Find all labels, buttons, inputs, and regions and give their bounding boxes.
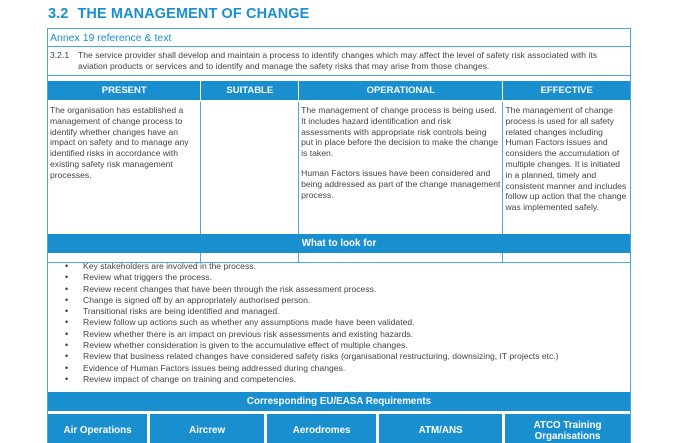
- list-item: • Review follow up actions such as whether any assumptions made have been validated.: [65, 317, 415, 328]
- list-item: • Review that business related changes have considered safety risks (organisational restructuring, downsizing, IT projects etc.): [65, 351, 559, 362]
- tab-aerodromes[interactable]: Aerodromes: [267, 414, 376, 443]
- column-header-row: [48, 81, 630, 100]
- bullet-icon: •: [65, 340, 69, 351]
- list-item: • Change is signed off by an appropriately authorised person.: [65, 294, 311, 305]
- requirements-heading: Corresponding EU/EASA Requirements: [48, 392, 630, 411]
- bullet-icon: •: [65, 328, 69, 339]
- list-item: • Transitional risks are being identified and managed.: [65, 306, 280, 317]
- operational-text-2: Human Factors issues have been considered and being addressed as part of the change management process.: [301, 167, 501, 200]
- bullet-icon: •: [65, 362, 69, 373]
- tab-aircrew[interactable]: Aircrew: [150, 414, 264, 443]
- bullet-icon: •: [65, 317, 69, 328]
- col-effective-header: EFFECTIVE: [540, 85, 593, 96]
- annex-ref: 3.2.1: [50, 50, 70, 60]
- what-to-look-for-box: [48, 253, 630, 392]
- tab-atco-training-organisations[interactable]: ATCO Training Organisations: [505, 414, 630, 443]
- bullet-icon: •: [65, 373, 69, 384]
- section-title: [48, 6, 309, 22]
- bullet-icon: •: [65, 261, 69, 271]
- bullet-icon: •: [65, 306, 69, 317]
- list-item: • Review whether consideration is given to the accumulative effect of multiple changes.: [65, 340, 408, 351]
- tab-atm-ans[interactable]: ATM/ANS: [379, 414, 502, 443]
- annex-heading: Annex 19 reference & text: [48, 29, 630, 47]
- present-text: The organisation has established a management of change process to identify whether changes have an impact on safety and to manage any identified risks in accordance with existing safety risk management processes.: [50, 105, 189, 180]
- section-number: 3.2: [48, 6, 69, 22]
- list-item: • Review recent changes that have been through the risk assessment process.: [65, 283, 377, 294]
- list-item: • Review impact of change on training and competencies.: [65, 373, 297, 384]
- annex-text-row: [48, 47, 630, 76]
- list-item: • Review what triggers the process.: [65, 272, 212, 283]
- bullet-icon: •: [65, 351, 69, 362]
- bullet-icon: •: [65, 283, 69, 294]
- annex-text: The service provider shall develop and maintain a process to identify changes which may affect the level of safety risk associated with its aviation products or services and to identify and manage the safety risks that may arise from those changes.: [78, 50, 598, 71]
- section-heading: THE MANAGEMENT OF CHANGE: [77, 6, 310, 22]
- col-operational-header: OPERATIONAL: [299, 81, 503, 100]
- bullet-icon: •: [65, 294, 69, 305]
- list-item: • Evidence of Human Factors issues being addressed during changes.: [65, 362, 346, 373]
- effective-text: The management of change process is used for all safety related changes including Human Factors issues and considers the accumulation of multiple changes. It is initiated in a planned, timely and consistent manner and includes follow up action that the change was implemented safely.: [505, 105, 627, 213]
- requirements-tabs: [48, 414, 630, 443]
- look-for-list: [65, 261, 559, 385]
- bullet-icon: •: [65, 272, 69, 283]
- col-present-header: PRESENT: [48, 81, 201, 100]
- list-item: • Key stakeholders are involved in the process.: [65, 261, 256, 271]
- tab-air-operations[interactable]: Air Operations: [48, 414, 147, 443]
- what-to-look-for-heading: What to look for: [48, 234, 630, 253]
- assessment-table: [47, 28, 631, 443]
- operational-text-1: The management of change process is being used. It includes hazard identification and risk assessments with appropriate risk controls being put in place before the decision to make the change is taken.: [301, 105, 498, 159]
- list-item: • Review whether there is an impact on previous risk assessments and existing hazards.: [65, 328, 414, 339]
- col-suitable-header: SUITABLE: [201, 81, 299, 100]
